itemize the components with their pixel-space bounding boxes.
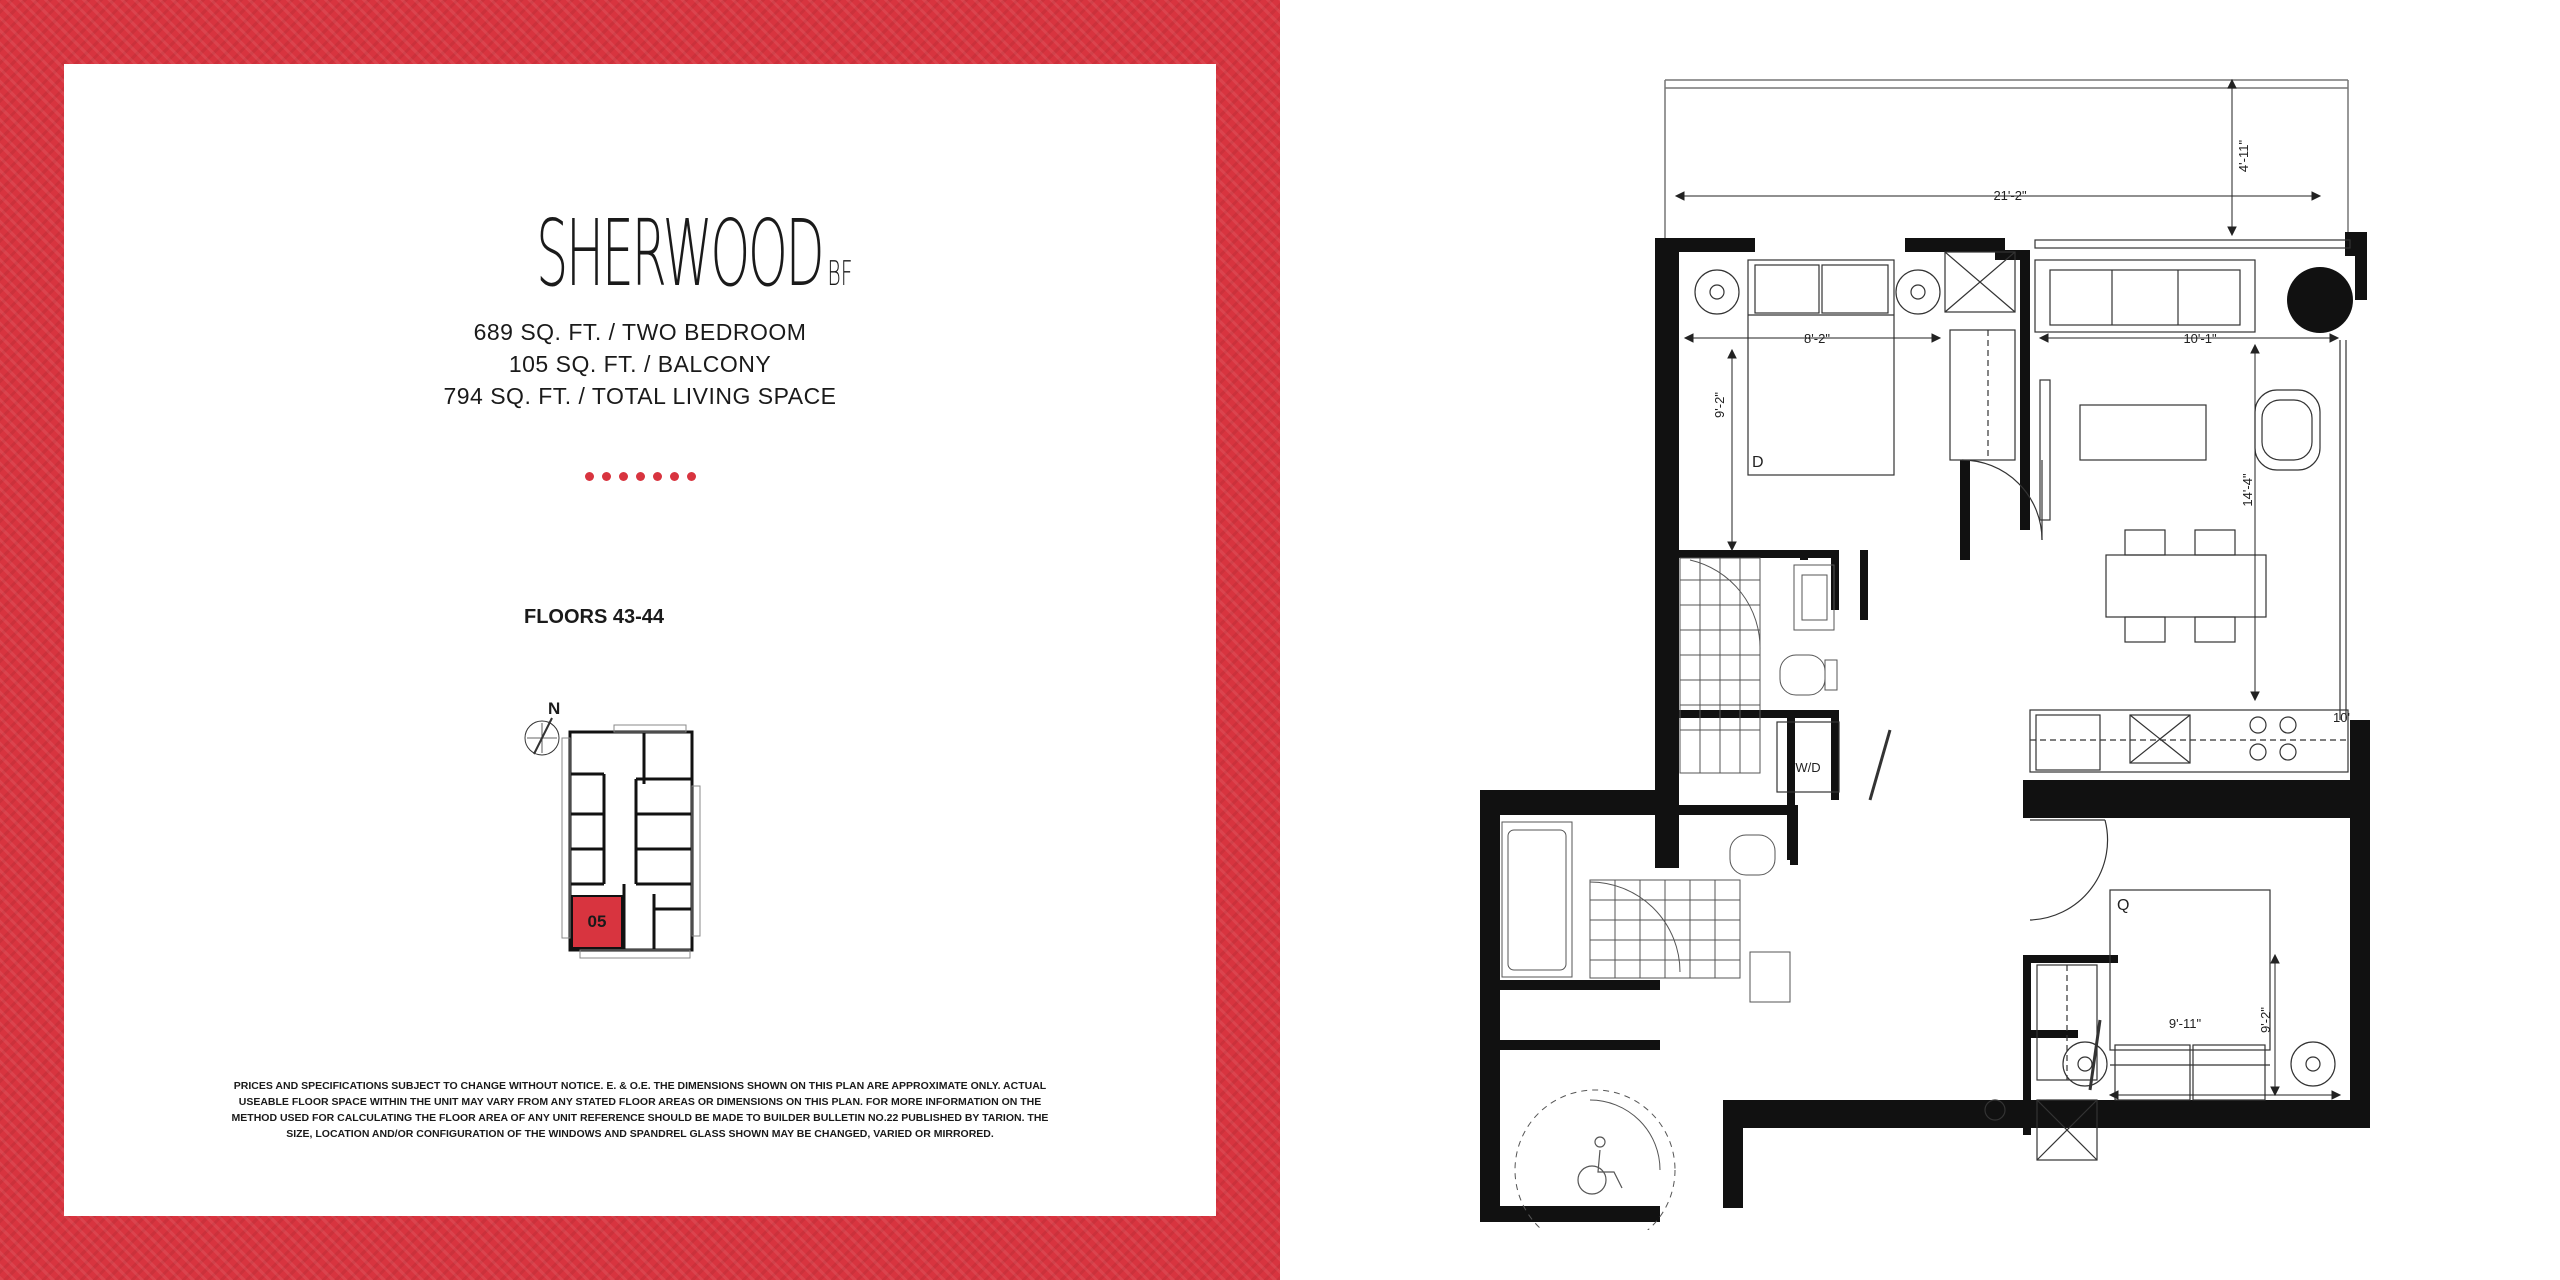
spec-balcony: 105 SQ. FT. / BALCONY <box>508 351 772 377</box>
balcony-width-dim: 21'-2" <box>1993 188 2027 203</box>
unit-specs <box>64 316 1216 412</box>
living-depth-dim: 14'-4" <box>2240 473 2255 507</box>
bedroom-d <box>1695 252 2042 540</box>
disclaimer-line: METHOD USED FOR CALCULATING THE FLOOR AREA OF ANY UNIT REFERENCE SHOULD BE MADE TO BUILDER BULLETIN NO.22 PUBLISHED BY TARION. THE <box>231 1112 1049 1124</box>
bed-q-label: Q <box>2117 897 2130 914</box>
unit-suffix: BF <box>827 254 853 294</box>
laundry-label: W/D <box>1795 760 1821 775</box>
wheelchair-icon <box>1578 1137 1622 1194</box>
balcony-depth-dim: 4'-11" <box>2236 139 2251 173</box>
spec-total: 794 SQ. FT. / TOTAL LIVING SPACE <box>443 383 837 409</box>
ensuite-bathroom <box>1680 558 1837 773</box>
column-icon <box>2287 267 2353 333</box>
bed-q-depth-dim: 9'-2" <box>2258 1007 2273 1033</box>
disclaimer-line: PRICES AND SPECIFICATIONS SUBJECT TO CHANGE WITHOUT NOTICE. E. & O.E. THE DIMENSIONS SHOWN ON THIS PLAN ARE APPROXIMATE ONLY. ACTUAL <box>233 1080 1047 1092</box>
main-bathroom <box>1502 822 1790 1230</box>
bed-d-depth-dim: 9'-2" <box>1712 392 1727 418</box>
living-width-dim: 10'-1" <box>2183 331 2217 346</box>
north-compass-icon <box>525 699 560 755</box>
unit-title <box>64 200 1216 307</box>
exterior-walls <box>1480 232 2370 1222</box>
disclaimer-line: SIZE, LOCATION AND/OR CONFIGURATION OF THE WINDOWS AND SPANDREL GLASS SHOWN MAY BE CHANGED, VARIED OR MIRRORED. <box>286 1128 994 1140</box>
disclaimer-line: USEABLE FLOOR SPACE WITHIN THE UNIT MAY VARY FROM ANY STATED FLOOR AREAS OR DIMENSIONS ON THIS PLAN. FOR MORE INFORMATION ON THE <box>238 1096 1042 1108</box>
key-plan <box>524 634 754 974</box>
kitchen-ceiling-dim: 10' <box>2333 710 2350 725</box>
bed-d-label: D <box>1752 454 1764 471</box>
bed-q-width-dim: 9'-11" <box>2168 1016 2202 1031</box>
floor-plan <box>1440 60 2400 1230</box>
spec-interior: 689 SQ. FT. / TWO BEDROOM <box>473 319 807 345</box>
floors-label: FLOORS 43-44 <box>524 606 665 628</box>
info-card <box>64 64 1216 1216</box>
kitchen <box>2030 710 2348 772</box>
highlighted-unit-label: 05 <box>587 912 607 931</box>
dot-divider <box>64 468 1216 486</box>
unit-name: SHERWOOD <box>535 200 823 307</box>
north-label: N <box>548 699 561 718</box>
legal-disclaimer <box>224 1078 1056 1142</box>
bed-d-width-dim: 8'-2" <box>1804 331 1830 346</box>
